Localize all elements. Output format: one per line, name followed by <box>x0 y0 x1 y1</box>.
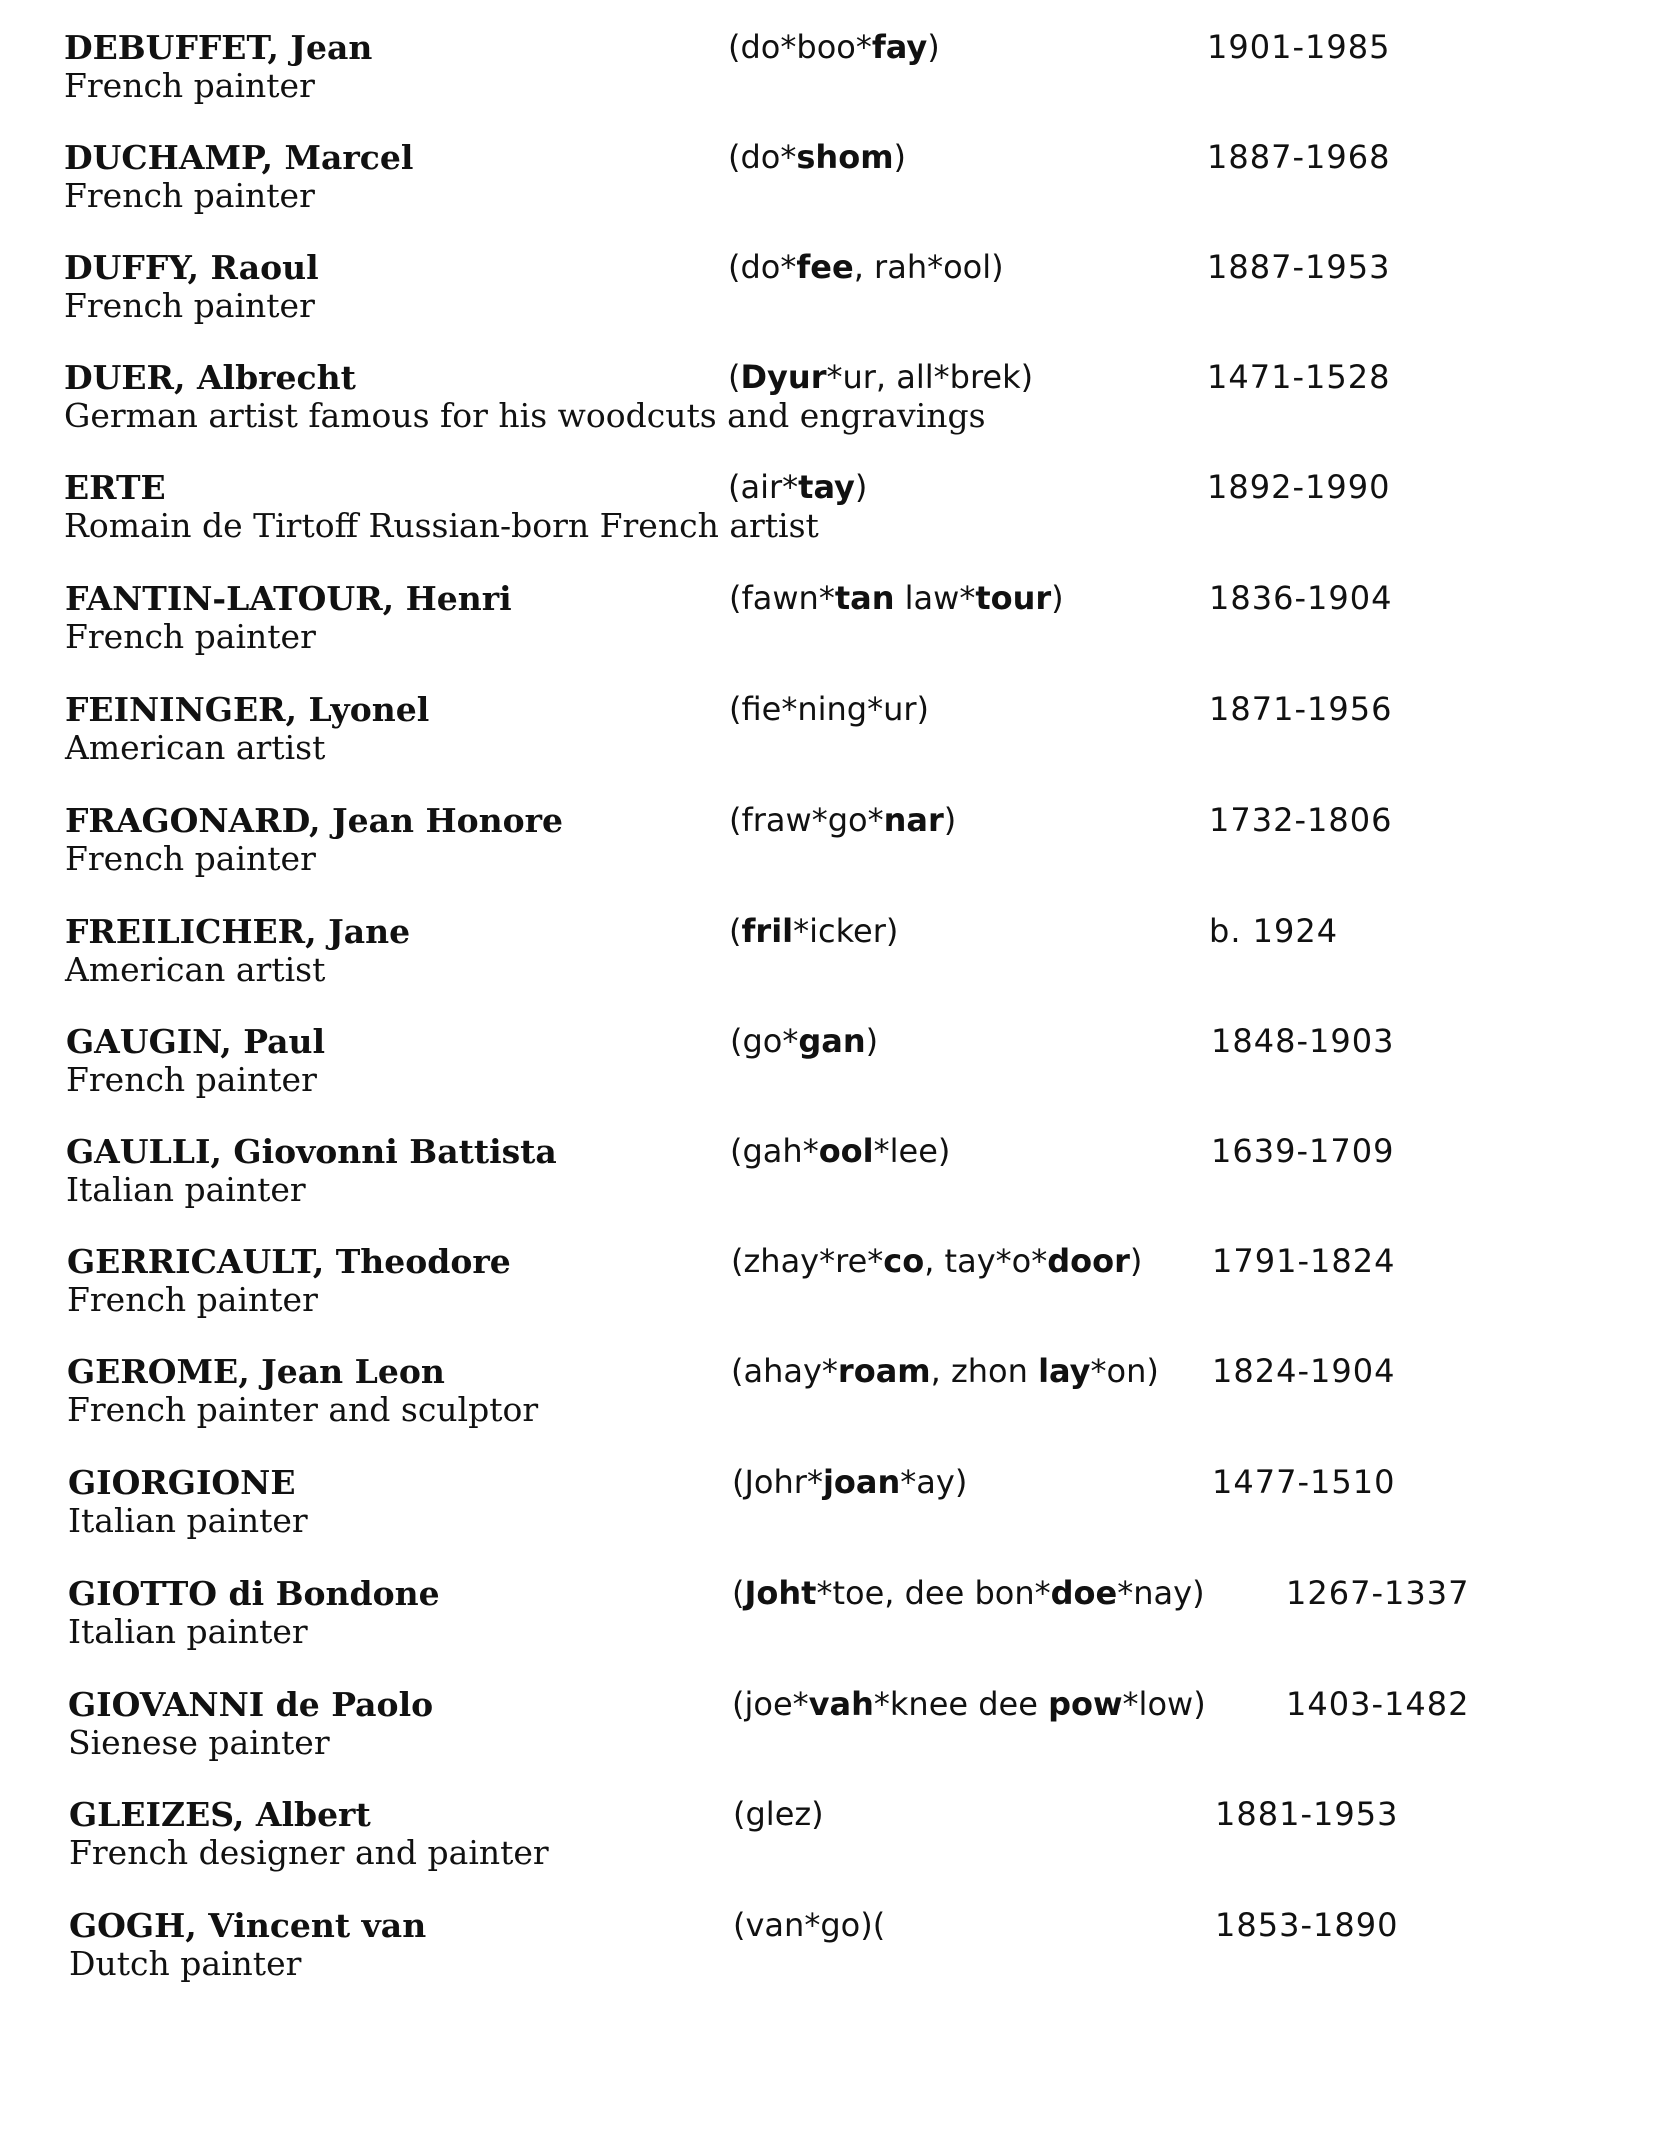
pronunciation <box>731 1352 1159 1390</box>
entry-gleizes <box>69 1795 1589 1895</box>
pronunciation-segment: (do* <box>728 138 797 176</box>
artist-name: GIOVANNI de Paolo <box>68 1685 434 1724</box>
pronunciation-segment: (zhay*re* <box>731 1242 884 1280</box>
pronunciation <box>729 912 898 950</box>
pronunciation-segment: , tay*o* <box>924 1242 1048 1280</box>
artist-name: DUCHAMP, Marcel <box>64 138 414 177</box>
pronunciation-segment: (fie*ning*ur) <box>729 690 930 728</box>
pronunciation <box>728 28 940 66</box>
stressed-syllable: Dyur <box>740 358 827 396</box>
artist-dates: 1403-1482 <box>1286 1685 1470 1723</box>
stressed-syllable: vah <box>808 1685 874 1723</box>
artist-dates: b. 1924 <box>1209 912 1339 950</box>
stressed-syllable: tan <box>834 579 895 617</box>
stressed-syllable: ool <box>818 1132 874 1170</box>
pronunciation-segment: (glez) <box>733 1795 824 1833</box>
stressed-syllable: fay <box>871 28 928 66</box>
artist-description: Sienese painter <box>68 1723 330 1762</box>
artist-description: Italian painter <box>66 1170 306 1209</box>
pronunciation <box>729 579 1064 617</box>
stressed-syllable: nar <box>883 801 944 839</box>
pronunciation-segment: ) <box>854 468 868 506</box>
pronunciation <box>728 468 867 506</box>
artist-description: French painter <box>67 1280 318 1319</box>
stressed-syllable: joan <box>822 1463 901 1501</box>
stressed-syllable: gan <box>798 1022 866 1060</box>
pronunciation-segment: (air* <box>728 468 799 506</box>
pronunciation-segment: *ay) <box>900 1463 968 1501</box>
entry-gerome <box>67 1352 1587 1452</box>
pronunciation-segment: (fraw*go* <box>729 801 884 839</box>
pronunciation <box>731 1242 1142 1280</box>
entry-freilicher <box>65 912 1585 1012</box>
artist-dates: 1471-1528 <box>1207 358 1391 396</box>
entry-debuffet <box>64 28 1584 128</box>
pronunciation-segment: *nay) <box>1117 1574 1205 1612</box>
artist-dates: 1836-1904 <box>1209 579 1393 617</box>
artist-name: FREILICHER, Jane <box>65 912 411 951</box>
artist-name: GAUGIN, Paul <box>66 1022 326 1061</box>
artist-description: French painter <box>64 176 315 215</box>
artist-description: Romain de Tirtoff Russian-born French artist <box>64 506 819 545</box>
pronunciation-segment: law* <box>894 579 976 617</box>
pronunciation <box>732 1574 1205 1612</box>
stressed-syllable: tour <box>975 579 1052 617</box>
pronunciation-segment: *icker) <box>793 912 899 950</box>
artist-dates: 1639-1709 <box>1211 1132 1395 1170</box>
artist-description: French painter <box>66 1060 317 1099</box>
stressed-syllable: door <box>1047 1242 1130 1280</box>
artist-description: French painter <box>65 617 316 656</box>
pronunciation-segment: *toe, dee bon* <box>816 1574 1051 1612</box>
pronunciation-segment: (go* <box>730 1022 799 1060</box>
pronunciation <box>732 1463 967 1501</box>
stressed-syllable: fril <box>741 912 794 950</box>
artist-dates: 1732-1806 <box>1209 801 1393 839</box>
artist-dates: 1901-1985 <box>1207 28 1391 66</box>
entry-gogh <box>69 1906 1589 2006</box>
artist-name: FANTIN-LATOUR, Henri <box>65 579 512 618</box>
stressed-syllable: co <box>883 1242 925 1280</box>
stressed-syllable: tay <box>798 468 855 506</box>
stressed-syllable: pow <box>1048 1685 1123 1723</box>
entry-fantin-latour <box>65 579 1585 679</box>
artist-name: GEROME, Jean Leon <box>67 1352 445 1391</box>
entry-feininger <box>65 690 1585 790</box>
artist-description: French painter and sculptor <box>67 1390 539 1429</box>
artist-dates: 1848-1903 <box>1211 1022 1395 1060</box>
stressed-syllable: shom <box>796 138 894 176</box>
artist-name: GIOTTO di Bondone <box>68 1574 440 1613</box>
artist-dates: 1887-1968 <box>1207 138 1391 176</box>
entry-duer <box>64 358 1584 458</box>
artist-description: German artist famous for his woodcuts and engravings <box>64 396 986 435</box>
artist-name: GERRICAULT, Theodore <box>67 1242 511 1281</box>
entry-gaulli <box>66 1132 1586 1232</box>
artist-description: French painter <box>65 839 316 878</box>
artist-name: DEBUFFET, Jean <box>64 28 373 67</box>
artist-name: DUFFY, Raoul <box>64 248 319 287</box>
entry-duchamp <box>64 138 1584 238</box>
artist-description: Dutch painter <box>69 1944 302 1983</box>
pronunciation-segment: (gah* <box>730 1132 819 1170</box>
artist-description: American artist <box>65 728 326 767</box>
pronunciation <box>730 1022 878 1060</box>
pronunciation <box>728 138 906 176</box>
artist-name: GAULLI, Giovonni Battista <box>66 1132 557 1171</box>
entry-gerricault <box>67 1242 1587 1342</box>
stressed-syllable: roam <box>837 1352 931 1390</box>
pronunciation-segment: ) <box>927 28 940 66</box>
pronunciation-segment: ) <box>1129 1242 1143 1280</box>
artist-name: GOGH, Vincent van <box>69 1906 427 1945</box>
pronunciation-segment: , zhon <box>930 1352 1039 1390</box>
pronunciation <box>730 1132 950 1170</box>
pronunciation-segment: ( <box>728 358 741 396</box>
artist-name: FEININGER, Lyonel <box>65 690 430 729</box>
pronunciation-segment: *on) <box>1090 1352 1159 1390</box>
entry-duffy <box>64 248 1584 348</box>
pronunciation <box>733 1795 824 1833</box>
artist-description: French painter <box>64 286 315 325</box>
artist-description: American artist <box>65 950 326 989</box>
artist-name: ERTE <box>64 468 166 507</box>
artist-description: French designer and painter <box>69 1833 549 1872</box>
artist-name: DUER, Albrecht <box>64 358 356 397</box>
stressed-syllable: lay <box>1038 1352 1091 1390</box>
artist-dates: 1853-1890 <box>1215 1906 1399 1944</box>
pronunciation-segment: , rah*ool) <box>853 248 1004 286</box>
stressed-syllable: fee <box>796 248 854 286</box>
artist-description: Italian painter <box>68 1501 308 1540</box>
artist-dates: 1791-1824 <box>1212 1242 1396 1280</box>
pronunciation-segment: *low) <box>1122 1685 1206 1723</box>
pronunciation-segment: (Johr* <box>732 1463 823 1501</box>
pronunciation-segment: *ur, all*brek) <box>826 358 1034 396</box>
artist-description: Italian painter <box>68 1612 308 1651</box>
pronunciation-segment: (van*go)( <box>733 1906 886 1944</box>
pronunciation-segment: (ahay* <box>731 1352 838 1390</box>
pronunciation <box>733 1906 885 1944</box>
pronunciation <box>729 690 929 728</box>
pronunciation-segment: (do*boo* <box>728 28 872 66</box>
pronunciation <box>728 248 1004 286</box>
pronunciation-segment: *knee dee <box>873 1685 1049 1723</box>
pronunciation-segment: ) <box>943 801 957 839</box>
artist-dates: 1477-1510 <box>1212 1463 1396 1501</box>
artist-name: GLEIZES, Albert <box>69 1795 371 1834</box>
pronunciation-segment: (fawn* <box>729 579 835 617</box>
pronunciation-segment: ) <box>865 1022 879 1060</box>
pronunciation-segment: ( <box>732 1574 745 1612</box>
entry-giotto <box>68 1574 1588 1674</box>
artist-name: FRAGONARD, Jean Honore <box>65 801 564 840</box>
pronunciation-segment: ) <box>1051 579 1064 617</box>
artist-dates: 1871-1956 <box>1209 690 1393 728</box>
artist-name: GIORGIONE <box>68 1463 296 1502</box>
pronunciation-segment: *lee) <box>873 1132 951 1170</box>
pronunciation <box>732 1685 1206 1723</box>
stressed-syllable: doe <box>1050 1574 1118 1612</box>
entry-fragonard <box>65 801 1585 901</box>
pronunciation-segment: ( <box>729 912 742 950</box>
artist-description: French painter <box>64 66 315 105</box>
artist-dates: 1887-1953 <box>1207 248 1391 286</box>
entry-giorgione <box>68 1463 1588 1563</box>
artist-dates: 1824-1904 <box>1212 1352 1396 1390</box>
stressed-syllable: Joht <box>744 1574 817 1612</box>
entry-gaugin <box>66 1022 1586 1122</box>
artist-dates: 1892-1990 <box>1207 468 1391 506</box>
entry-erte <box>64 468 1584 568</box>
pronunciation-segment: (joe* <box>732 1685 809 1723</box>
entry-giovanni <box>68 1685 1588 1785</box>
pronunciation-segment: ) <box>893 138 907 176</box>
artist-dates: 1267-1337 <box>1286 1574 1470 1612</box>
pronunciation <box>729 801 956 839</box>
artist-dates: 1881-1953 <box>1215 1795 1399 1833</box>
pronunciation <box>728 358 1033 396</box>
pronunciation-segment: (do* <box>728 248 797 286</box>
